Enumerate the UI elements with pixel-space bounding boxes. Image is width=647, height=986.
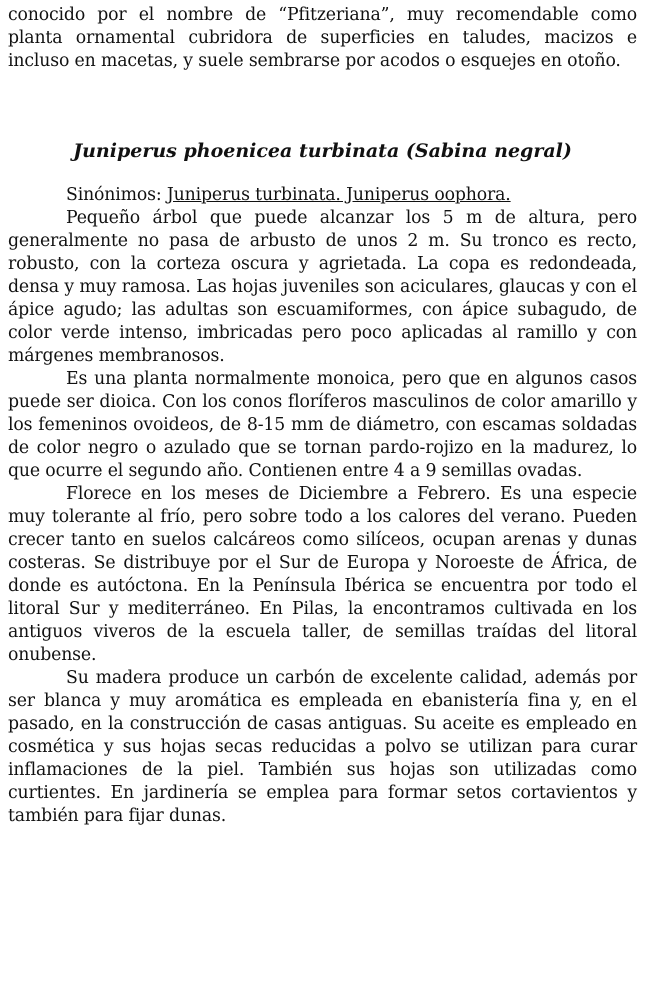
intro-paragraph: conocido por el nombre de “Pfitzeriana”, muy recomendable como planta ornamental cubridora de superficies en taludes, macizos e incluso en macetas, y suele sembrarse por acodos o esquejes en otoño. bbox=[8, 5, 637, 71]
paragraph-distribution: Florece en los meses de Diciembre a Febrero. Es una especie muy tolerante al frío, pero sobre todo a los calores del verano. Pueden crecer tanto en suelos calcáreos como silíceos, ocupan arenas y dunas costeras. Se distribuye por el Sur de Europa y Noroeste de África, de donde es autóctona. En la Península Ibérica se encuentra por todo el litoral Sur y mediterráneo. En Pilas, la encontramos cultivada en los antiguos viveros de la escuela taller, de semillas traídas del litoral onubense. bbox=[8, 484, 637, 665]
document-page bbox=[8, 0, 637, 828]
paragraph-description: Pequeño árbol que puede alcanzar los 5 m de altura, pero generalmente no pasa de arbusto de unos 2 m. Su tronco es recto, robusto, con la corteza oscura y agrietada. La copa es redondeada, densa y muy ramosa. Las hojas juveniles son aciculares, glaucas y con el ápice agudo; las adultas son escuamiformes, con ápice subagudo, de color verde intenso, imbricadas pero poco aplicadas al ramillo y con márgenes membranosos. bbox=[8, 208, 637, 366]
paragraph-reproduction: Es una planta normalmente monoica, pero que en algunos casos puede ser dioica. Con los conos floríferos masculinos de color amarillo y los femeninos ovoideos, de 8-15 mm de diámetro, con escamas soldadas de color negro o azulado que se tornan pardo-rojizo en la madurez, lo que ocurre el segundo año. Contienen entre 4 a 9 semillas ovadas. bbox=[8, 369, 637, 481]
section-title: Juniperus phoenicea turbinata (Sabina negral) bbox=[73, 140, 572, 162]
synonyms-label: Sinónimos: bbox=[66, 185, 167, 205]
synonyms-line bbox=[8, 184, 637, 207]
synonyms-value: Juniperus turbinata. Juniperus oophora. bbox=[166, 185, 511, 205]
paragraph-uses: Su madera produce un carbón de excelente calidad, además por ser blanca y muy aromática es empleada en ebanistería fina y, en el pasado, en la construcción de casas antiguas. Su aceite es empleado en cosmética y sus hojas secas reducidas a polvo se utilizan para curar inflamaciones de la piel. También sus hojas son utilizadas como curtientes. En jardinería se emplea para formar setos cortavientos y también para fijar dunas. bbox=[8, 668, 637, 826]
